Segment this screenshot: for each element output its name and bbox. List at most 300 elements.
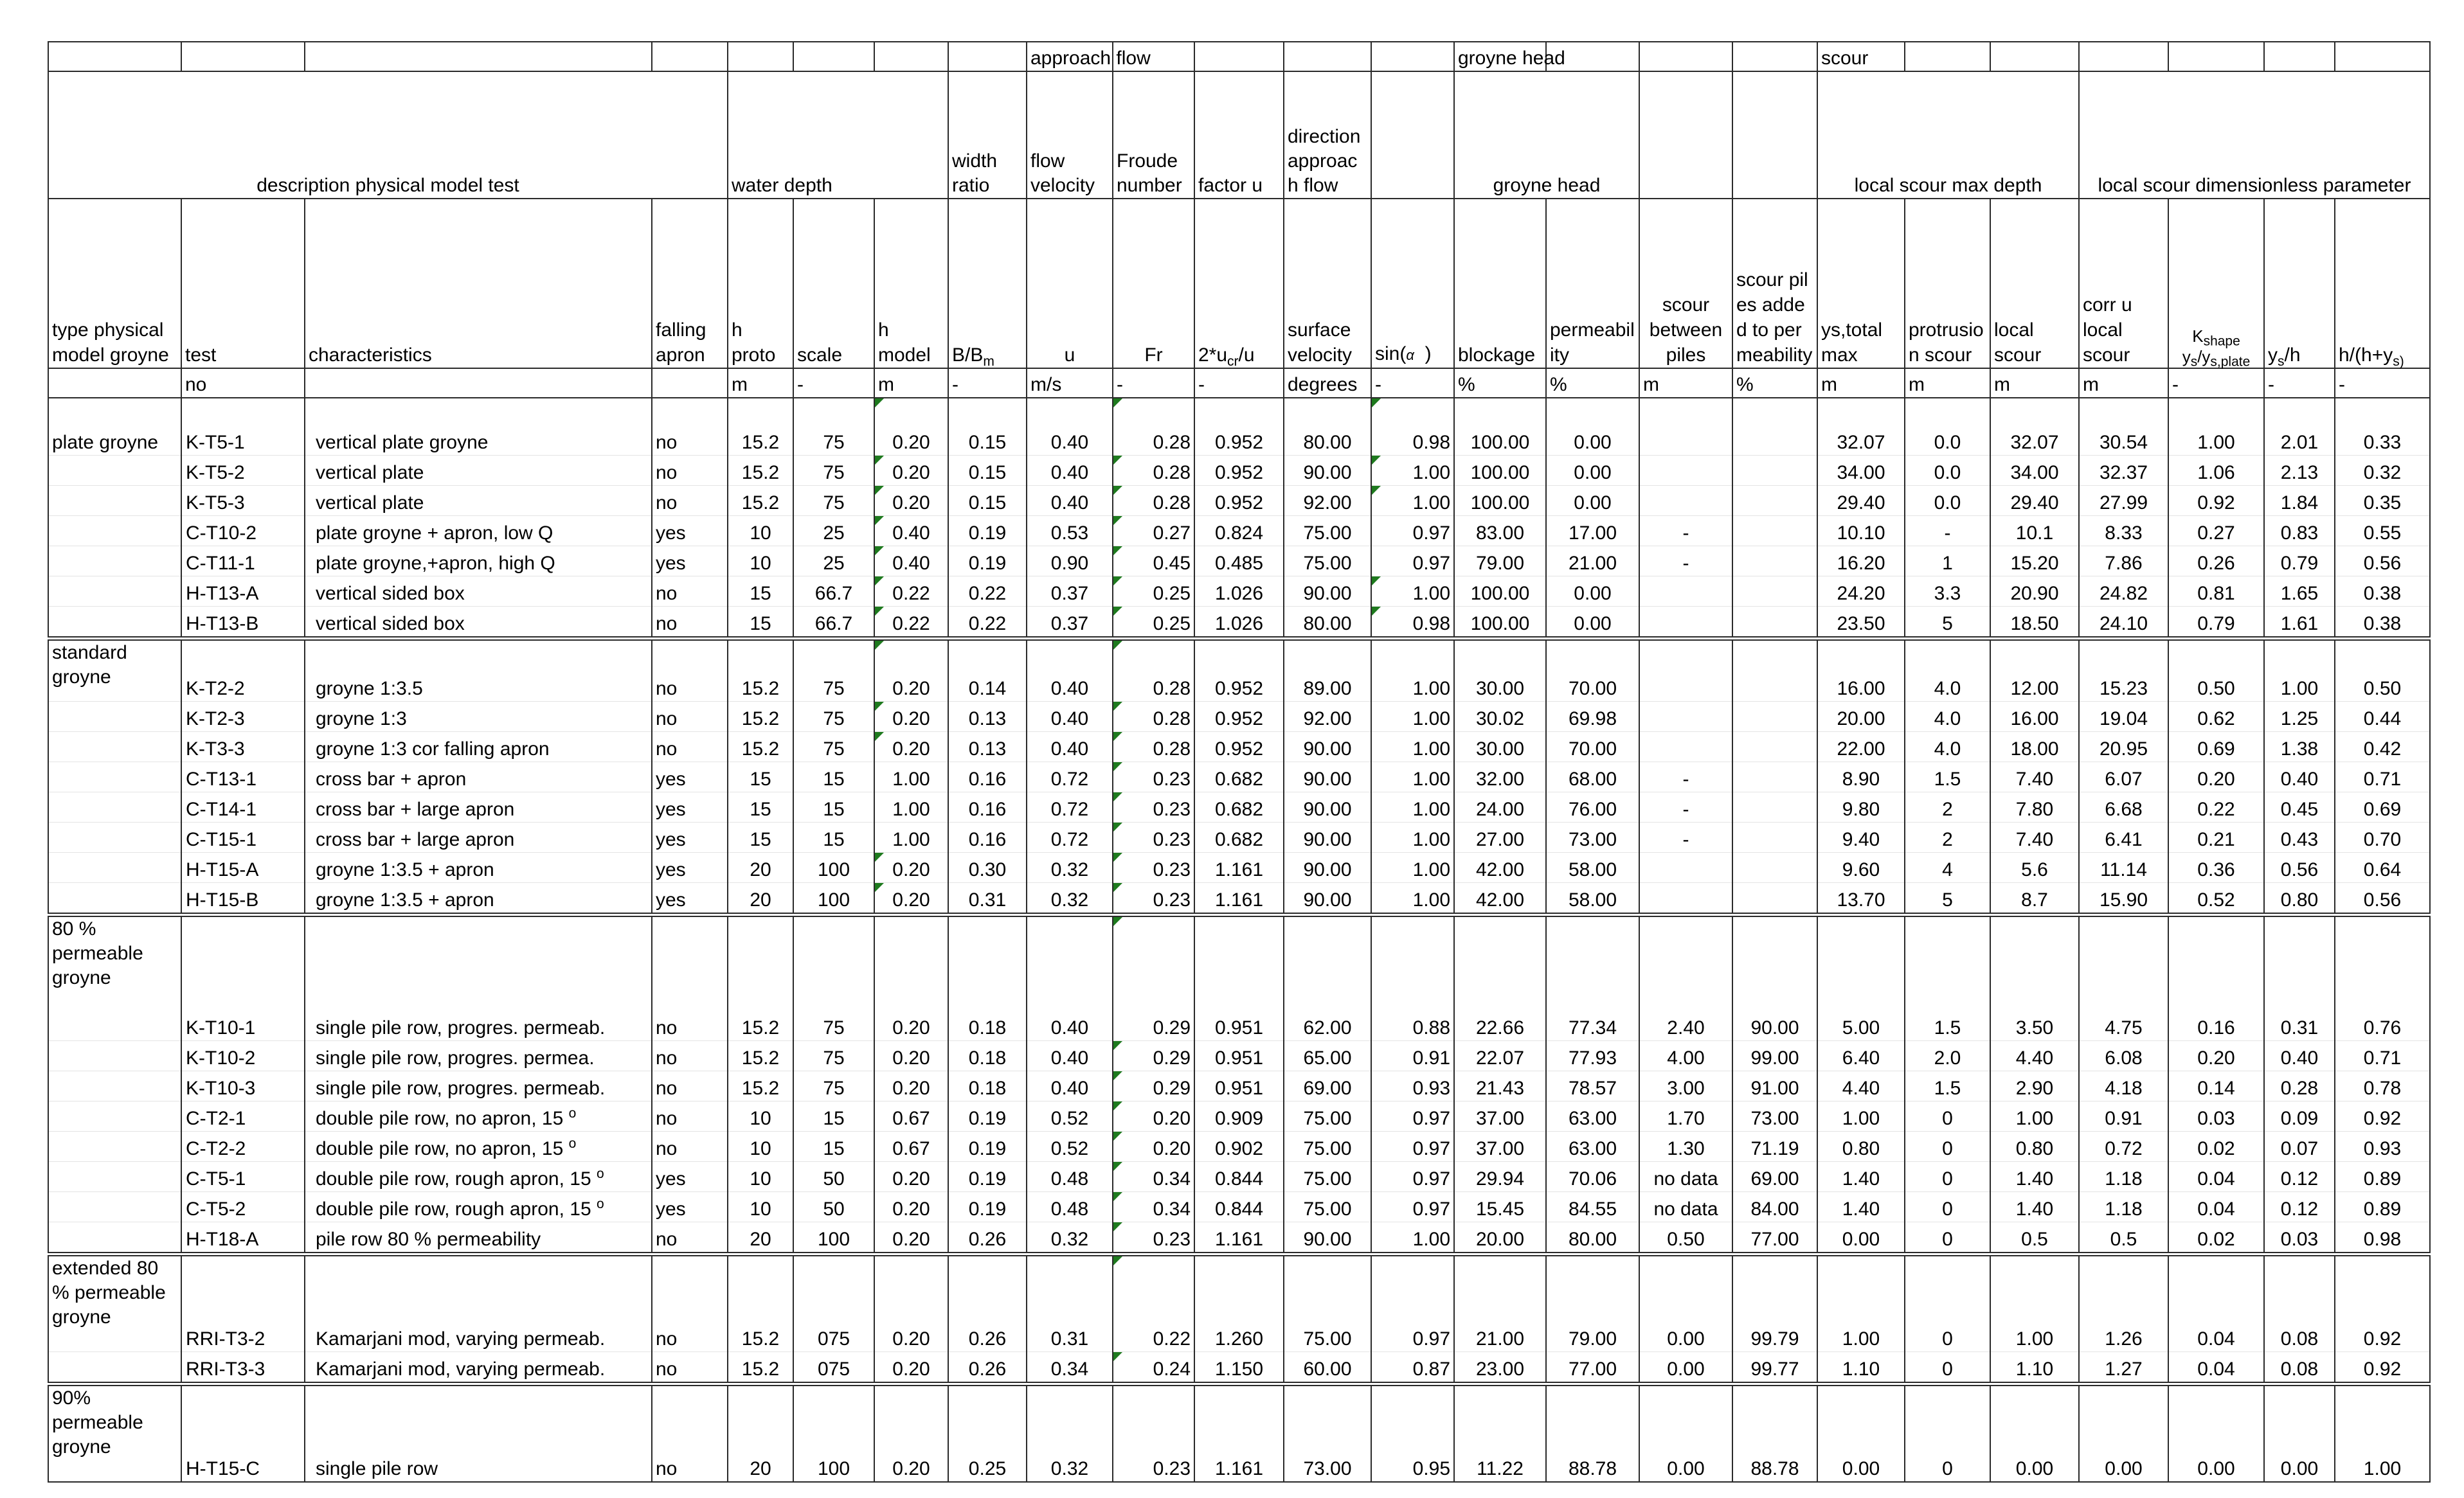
table-cell: 0.03 xyxy=(2264,1222,2335,1254)
table-cell: K-T5-3 xyxy=(181,486,305,516)
table-cell: C-T15-1 xyxy=(181,823,305,853)
table-cell: 10 xyxy=(728,1192,793,1222)
table-cell: 37.00 xyxy=(1454,1132,1546,1162)
table-cell: 84.55 xyxy=(1546,1192,1639,1222)
table-cell xyxy=(1639,639,1732,702)
table-cell: 0.29 xyxy=(1113,1041,1194,1071)
section-width-ratio: width ratio xyxy=(948,71,1027,199)
table-cell: H-T18-A xyxy=(181,1222,305,1254)
table-cell: 6.08 xyxy=(2079,1041,2168,1071)
table-cell: 0.20 xyxy=(874,732,948,762)
table-cell: 0.92 xyxy=(2168,486,2264,516)
table-cell: 99.79 xyxy=(1732,1254,1817,1352)
table-cell: double pile row, rough apron, 15 $^o$ xyxy=(305,1162,652,1192)
table-cell: 1.00 xyxy=(1371,732,1454,762)
col-surface-velocity: surface velocity xyxy=(1284,199,1371,368)
table-cell: 0.92 xyxy=(2335,1101,2430,1132)
table-cell: 0.88 xyxy=(1371,915,1454,1041)
table-row xyxy=(48,762,2430,792)
table-cell: K-T3-3 xyxy=(181,732,305,762)
table-cell: 0.00 xyxy=(1546,576,1639,607)
table-cell: no xyxy=(652,1071,728,1101)
table-cell: 0.44 xyxy=(2335,702,2430,732)
table-cell: yes xyxy=(652,883,728,915)
table-cell: 0.22 xyxy=(1113,1254,1194,1352)
table-cell: vertical plate xyxy=(305,486,652,516)
col-h-ratio: $h/(h+y_{s)}$ xyxy=(2335,199,2430,368)
table-cell: 0.20 xyxy=(874,1222,948,1254)
table-cell: single pile row, progres. permeab. xyxy=(305,915,652,1041)
table-cell: 1.161 xyxy=(1194,1222,1284,1254)
table-cell: 15 xyxy=(793,1132,874,1162)
table-cell: 1.00 xyxy=(1371,1222,1454,1254)
table-cell: 4.40 xyxy=(1817,1071,1905,1101)
table-cell: 18.00 xyxy=(1990,732,2079,762)
table-cell: groyne 1:3 xyxy=(305,702,652,732)
table-cell: 0.20 xyxy=(874,853,948,883)
col-test: test xyxy=(181,199,305,368)
table-cell: 10 xyxy=(728,1101,793,1132)
table-row xyxy=(48,1254,2430,1352)
table-cell: yes xyxy=(652,1162,728,1192)
table-cell: 0.31 xyxy=(948,883,1027,915)
table-cell: 0.22 xyxy=(948,576,1027,607)
table-cell: 4.0 xyxy=(1905,702,1990,732)
table-cell: no xyxy=(652,456,728,486)
col-blockage: blockage xyxy=(1454,199,1546,368)
table-cell xyxy=(1732,546,1817,576)
table-cell: no xyxy=(652,1101,728,1132)
group-approach-flow: approach flow xyxy=(1027,42,1113,71)
table-cell: 90.00 xyxy=(1284,732,1371,762)
table-cell: 0.952 xyxy=(1194,398,1284,456)
table-cell: 62.00 xyxy=(1284,915,1371,1041)
table-cell: 0.23 xyxy=(1113,762,1194,792)
table-cell: 29.40 xyxy=(1817,486,1905,516)
table-cell: 1.00 xyxy=(1990,1254,2079,1352)
table-cell: 0.14 xyxy=(948,639,1027,702)
table-row xyxy=(48,1041,2430,1071)
table-cell: 15.20 xyxy=(1990,546,2079,576)
table-cell: yes xyxy=(652,546,728,576)
table-cell: 0.951 xyxy=(1194,1041,1284,1071)
table-cell: 0.909 xyxy=(1194,1101,1284,1132)
table-cell: 30.00 xyxy=(1454,732,1546,762)
table-cell: 0.20 xyxy=(874,1041,948,1071)
table-cell: 0.20 xyxy=(874,456,948,486)
table-cell: 0.22 xyxy=(2168,792,2264,823)
table-cell: 0.31 xyxy=(1027,1254,1113,1352)
table-cell: 2 xyxy=(1905,792,1990,823)
table-cell: 99.00 xyxy=(1732,1041,1817,1071)
table-cell: 1.65 xyxy=(2264,576,2335,607)
table-cell: 0.26 xyxy=(2168,546,2264,576)
table-cell: 0.0 xyxy=(1905,486,1990,516)
table-cell: 0.98 xyxy=(1371,607,1454,639)
table-cell: 0.32 xyxy=(1027,1384,1113,1483)
table-cell: 0 xyxy=(1905,1101,1990,1132)
table-cell: 50 xyxy=(793,1162,874,1192)
table-cell: 0.80 xyxy=(1817,1132,1905,1162)
table-cell: vertical plate xyxy=(305,456,652,486)
table-cell: 0.20 xyxy=(874,1254,948,1352)
table-cell xyxy=(1639,883,1732,915)
table-cell: 0.824 xyxy=(1194,516,1284,546)
table-cell: 16.20 xyxy=(1817,546,1905,576)
table-cell: 6.07 xyxy=(2079,762,2168,792)
table-cell xyxy=(1639,398,1732,456)
table-cell: 1.40 xyxy=(1990,1162,2079,1192)
table-cell: 1.00 xyxy=(2264,639,2335,702)
table-cell: 0.20 xyxy=(874,915,948,1041)
table-cell xyxy=(1732,607,1817,639)
table-cell: double pile row, no apron, 15 $^o$ xyxy=(305,1132,652,1162)
table-cell: 0.97 xyxy=(1371,1101,1454,1132)
table-cell: 65.00 xyxy=(1284,1041,1371,1071)
col-k-shape: Kshape ys/ys,plate xyxy=(2168,199,2264,368)
table-cell: 0.87 xyxy=(1371,1352,1454,1384)
table-cell: 0.24 xyxy=(1113,1352,1194,1384)
section-groyne-head: groyne head xyxy=(1454,71,1639,199)
table-cell: 0.89 xyxy=(2335,1162,2430,1192)
col-width-ratio: $B/B_m$ xyxy=(948,199,1027,368)
table-cell: 0.40 xyxy=(2264,762,2335,792)
table-cell: 0.93 xyxy=(2335,1132,2430,1162)
table-cell: 1.00 xyxy=(1371,576,1454,607)
table-cell: 0.0 xyxy=(1905,398,1990,456)
table-cell: 75 xyxy=(793,486,874,516)
table-cell: K-T5-2 xyxy=(181,456,305,486)
table-row xyxy=(48,1101,2430,1132)
table-cell: no xyxy=(652,607,728,639)
table-cell: - xyxy=(1639,792,1732,823)
table-cell: 0.18 xyxy=(948,1071,1027,1101)
table-cell: 92.00 xyxy=(1284,486,1371,516)
table-cell: 100 xyxy=(793,1384,874,1483)
table-cell: 100.00 xyxy=(1454,486,1546,516)
table-cell: 0.97 xyxy=(1371,516,1454,546)
table-cell: 15.90 xyxy=(2079,883,2168,915)
table-cell: 0.00 xyxy=(2079,1384,2168,1483)
table-cell: 0.00 xyxy=(1546,607,1639,639)
table-cell: 23.50 xyxy=(1817,607,1905,639)
table-cell xyxy=(1732,486,1817,516)
table-cell: 80.00 xyxy=(1284,607,1371,639)
table-row xyxy=(48,1384,2430,1483)
table-cell: 75.00 xyxy=(1284,1254,1371,1352)
table-cell: 0.14 xyxy=(2168,1071,2264,1101)
table-cell: 0.72 xyxy=(2079,1132,2168,1162)
section-local-scour-dimensionless: local scour dimensionless parameter xyxy=(2079,71,2430,199)
table-cell: 10.10 xyxy=(1817,516,1905,546)
table-cell: double pile row, no apron, 15 $^o$ xyxy=(305,1101,652,1132)
table-cell: 1.26 xyxy=(2079,1254,2168,1352)
table-cell: C-T5-1 xyxy=(181,1162,305,1192)
table-cell: no xyxy=(652,1254,728,1352)
table-cell: 12.00 xyxy=(1990,639,2079,702)
table-cell: 8.7 xyxy=(1990,883,2079,915)
table-cell: 1.00 xyxy=(1817,1101,1905,1132)
table-cell: 24.10 xyxy=(2079,607,2168,639)
column-header-row xyxy=(48,199,2430,368)
table-cell: 0.45 xyxy=(2264,792,2335,823)
table-cell xyxy=(1732,823,1817,853)
table-cell: 0.50 xyxy=(1639,1222,1732,1254)
table-cell: 27.99 xyxy=(2079,486,2168,516)
table-cell: 0.40 xyxy=(1027,702,1113,732)
table-cell: groyne 1:3 cor falling apron xyxy=(305,732,652,762)
table-cell: 0.00 xyxy=(1546,456,1639,486)
table-cell: 4.0 xyxy=(1905,639,1990,702)
table-cell: 77.34 xyxy=(1546,915,1639,1041)
table-cell: pile row 80 % permeability xyxy=(305,1222,652,1254)
group-label: extended 80 % permeable groyne xyxy=(48,1254,181,1352)
table-cell: 15.2 xyxy=(728,1352,793,1384)
table-cell: 22.66 xyxy=(1454,915,1546,1041)
table-cell xyxy=(1732,516,1817,546)
table-cell: 0.952 xyxy=(1194,732,1284,762)
table-cell: 80.00 xyxy=(1546,1222,1639,1254)
table-cell: 0.80 xyxy=(1990,1132,2079,1162)
table-cell: 0.04 xyxy=(2168,1352,2264,1384)
table-cell: 0.72 xyxy=(1027,823,1113,853)
table-cell: 0.29 xyxy=(1113,1071,1194,1101)
table-cell: 15.2 xyxy=(728,1071,793,1101)
table-cell: 1.00 xyxy=(874,792,948,823)
col-factor-u: $2*u_{cr}/u$ xyxy=(1194,199,1284,368)
table-cell: 29.94 xyxy=(1454,1162,1546,1192)
table-cell: 0.92 xyxy=(2335,1352,2430,1384)
table-cell: 10 xyxy=(728,1132,793,1162)
table-cell: 1.00 xyxy=(2335,1384,2430,1483)
table-cell: 20.00 xyxy=(1454,1222,1546,1254)
table-cell: 69.98 xyxy=(1546,702,1639,732)
table-cell: 2.0 xyxy=(1905,1041,1990,1071)
table-cell: no xyxy=(652,486,728,516)
table-cell: H-T15-C xyxy=(181,1384,305,1483)
table-cell: 0.04 xyxy=(2168,1162,2264,1192)
table-cell: 0.40 xyxy=(874,516,948,546)
table-cell: 0.81 xyxy=(2168,576,2264,607)
table-cell: 0.20 xyxy=(874,486,948,516)
col-scour-piles-added: scour piles added to permeability xyxy=(1732,199,1817,368)
table-cell: 0.00 xyxy=(1990,1384,2079,1483)
section-direction-approach-flow: direction approach flow xyxy=(1284,71,1371,199)
table-row xyxy=(48,1071,2430,1101)
table-row xyxy=(48,732,2430,762)
table-cell: 0.20 xyxy=(874,1162,948,1192)
table-cell: 75.00 xyxy=(1284,546,1371,576)
table-cell: 16.00 xyxy=(1817,639,1905,702)
table-cell: 0.844 xyxy=(1194,1162,1284,1192)
table-cell: 0.53 xyxy=(1027,516,1113,546)
table-cell: 0.26 xyxy=(948,1352,1027,1384)
table-cell: 90.00 xyxy=(1284,762,1371,792)
table-cell: 0.00 xyxy=(1546,486,1639,516)
table-cell: 0.18 xyxy=(948,915,1027,1041)
col-protrusion-scour: protrusion scour xyxy=(1905,199,1990,368)
table-cell: H-T13-A xyxy=(181,576,305,607)
table-cell: 075 xyxy=(793,1254,874,1352)
table-cell: 19.04 xyxy=(2079,702,2168,732)
table-cell: 1.18 xyxy=(2079,1162,2168,1192)
table-cell: 0.15 xyxy=(948,456,1027,486)
section-water-depth: water depth xyxy=(728,71,948,199)
table-cell: 0.43 xyxy=(2264,823,2335,853)
table-row xyxy=(48,1132,2430,1162)
col-scour-between-piles: scour between piles xyxy=(1639,199,1732,368)
table-cell xyxy=(1732,398,1817,456)
table-cell: 20 xyxy=(728,1384,793,1483)
table-row xyxy=(48,1192,2430,1222)
table-cell: 0.02 xyxy=(2168,1132,2264,1162)
table-cell: 0.902 xyxy=(1194,1132,1284,1162)
table-cell xyxy=(1732,883,1817,915)
table-cell xyxy=(1639,732,1732,762)
table-cell: 1.30 xyxy=(1639,1132,1732,1162)
degree-sign: o xyxy=(597,1197,604,1211)
table-cell: 0.37 xyxy=(1027,607,1113,639)
degree-sign: o xyxy=(597,1166,604,1181)
col-u: u xyxy=(1027,199,1113,368)
table-cell: K-T10-2 xyxy=(181,1041,305,1071)
table-cell: no xyxy=(652,1384,728,1483)
table-cell: 15.2 xyxy=(728,486,793,516)
table-cell: 21.00 xyxy=(1546,546,1639,576)
table-cell: 0.00 xyxy=(1817,1384,1905,1483)
table-cell: 1.00 xyxy=(1371,486,1454,516)
table-cell: K-T10-3 xyxy=(181,1071,305,1101)
table-cell: H-T15-B xyxy=(181,883,305,915)
table-cell: 0.40 xyxy=(1027,915,1113,1041)
group-header-row xyxy=(48,42,2430,71)
table-cell: 84.00 xyxy=(1732,1192,1817,1222)
group-label: 80 % permeable groyne xyxy=(48,915,181,1041)
table-cell: groyne 1:3.5 xyxy=(305,639,652,702)
col-type: type physical model groyne xyxy=(48,199,181,368)
table-cell: 71.19 xyxy=(1732,1132,1817,1162)
table-cell: 75 xyxy=(793,915,874,1041)
col-h-model: h model xyxy=(874,199,948,368)
table-cell: 21.00 xyxy=(1454,1254,1546,1352)
degree-sign: o xyxy=(568,1106,577,1121)
table-cell: no xyxy=(652,732,728,762)
table-cell: plate groyne,+apron, high Q xyxy=(305,546,652,576)
table-cell: 7.86 xyxy=(2079,546,2168,576)
table-cell: 0.00 xyxy=(1546,398,1639,456)
table-cell: 0.04 xyxy=(2168,1254,2264,1352)
table-cell: 0.29 xyxy=(1113,915,1194,1041)
table-cell: 23.00 xyxy=(1454,1352,1546,1384)
table-cell: groyne 1:3.5 + apron xyxy=(305,853,652,883)
table-cell: K-T2-3 xyxy=(181,702,305,732)
table-cell: 75.00 xyxy=(1284,1101,1371,1132)
table-cell: 1.026 xyxy=(1194,607,1284,639)
table-cell: 0.55 xyxy=(2335,516,2430,546)
table-cell: 90.00 xyxy=(1284,792,1371,823)
table-cell: 1.38 xyxy=(2264,732,2335,762)
table-cell: 0 xyxy=(1905,1254,1990,1352)
table-cell: 15.2 xyxy=(728,1254,793,1352)
table-cell: 0.42 xyxy=(2335,732,2430,762)
col-characteristics: characteristics xyxy=(305,199,652,368)
table-cell: 0.20 xyxy=(874,883,948,915)
table-cell: 0.20 xyxy=(874,1071,948,1101)
table-cell: 0.28 xyxy=(2264,1071,2335,1101)
table-cell: 15.2 xyxy=(728,456,793,486)
table-cell: 0.23 xyxy=(1113,1384,1194,1483)
table-cell: 0.40 xyxy=(874,546,948,576)
table-cell: 15.2 xyxy=(728,915,793,1041)
table-cell: 88.78 xyxy=(1546,1384,1639,1483)
table-cell: 25 xyxy=(793,516,874,546)
table-cell: 18.50 xyxy=(1990,607,2079,639)
table-cell: 0.70 xyxy=(2335,823,2430,853)
table-cell: 0.16 xyxy=(948,792,1027,823)
table-cell: 66.7 xyxy=(793,576,874,607)
table-cell: 0.83 xyxy=(2264,516,2335,546)
table-cell: 15 xyxy=(793,1101,874,1132)
table-cell: 90.00 xyxy=(1284,823,1371,853)
table-cell: 0.91 xyxy=(2079,1101,2168,1132)
table-cell: 24.20 xyxy=(1817,576,1905,607)
table-cell: 0.12 xyxy=(2264,1192,2335,1222)
table-cell: 0.98 xyxy=(2335,1222,2430,1254)
table-cell: 1.00 xyxy=(1371,639,1454,702)
group-groyne-head: groyne head xyxy=(1454,42,1546,71)
table-cell: 25 xyxy=(793,546,874,576)
table-cell: 1.40 xyxy=(1817,1192,1905,1222)
table-cell: 0.19 xyxy=(948,1101,1027,1132)
table-cell: 20.95 xyxy=(2079,732,2168,762)
table-cell: 0.19 xyxy=(948,1192,1027,1222)
table-cell: 0.89 xyxy=(2335,1192,2430,1222)
table-cell: 0.32 xyxy=(2335,456,2430,486)
table-cell: 0.23 xyxy=(1113,883,1194,915)
table-cell: 0.12 xyxy=(2264,1162,2335,1192)
table-cell: 0.00 xyxy=(1639,1384,1732,1483)
table-cell: 1.161 xyxy=(1194,883,1284,915)
table-cell: 0.62 xyxy=(2168,702,2264,732)
table-cell: 0.32 xyxy=(1027,853,1113,883)
col-sin-alpha: sin(α ) xyxy=(1371,199,1454,368)
table-cell: 79.00 xyxy=(1454,546,1546,576)
table-row xyxy=(48,702,2430,732)
table-cell: 1.18 xyxy=(2079,1192,2168,1222)
table-cell: 15 xyxy=(793,823,874,853)
table-cell: 1.026 xyxy=(1194,576,1284,607)
table-cell: 15.2 xyxy=(728,639,793,702)
table-cell: 0.95 xyxy=(1371,1384,1454,1483)
table-cell: 0.22 xyxy=(948,607,1027,639)
table-cell: 58.00 xyxy=(1546,883,1639,915)
table-cell: 73.00 xyxy=(1284,1384,1371,1483)
table-cell: 0.16 xyxy=(948,823,1027,853)
table-cell: 0.33 xyxy=(2335,398,2430,456)
table-cell: 50 xyxy=(793,1192,874,1222)
table-cell: 0.37 xyxy=(1027,576,1113,607)
table-cell: 0.40 xyxy=(2264,1041,2335,1071)
table-cell: 0.40 xyxy=(1027,456,1113,486)
table-cell: 7.80 xyxy=(1990,792,2079,823)
table-cell: 2.01 xyxy=(2264,398,2335,456)
group-scour: scour xyxy=(1817,42,1905,71)
table-cell: 4.75 xyxy=(2079,915,2168,1041)
table-cell: 20 xyxy=(728,853,793,883)
table-cell: 32.37 xyxy=(2079,456,2168,486)
table-cell: 32.07 xyxy=(1990,398,2079,456)
table-cell: 0.20 xyxy=(874,702,948,732)
